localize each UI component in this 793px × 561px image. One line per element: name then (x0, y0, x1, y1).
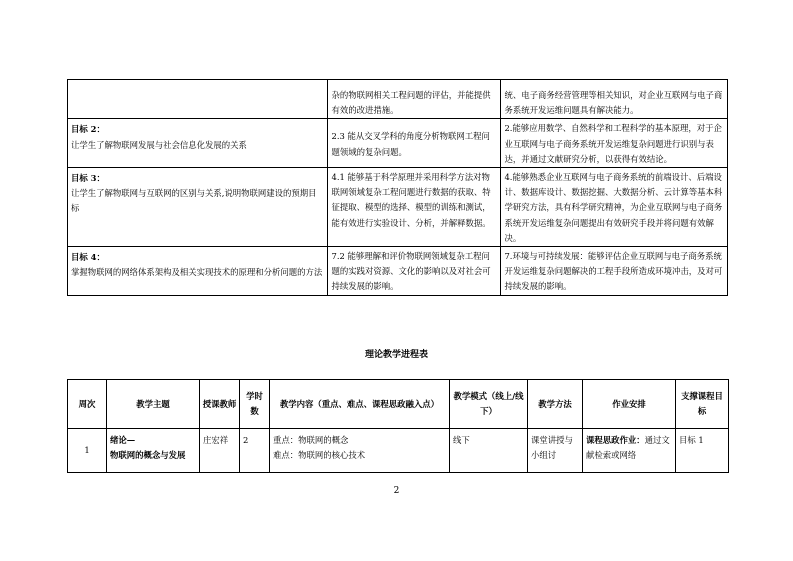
col-content: 教学内容（重点、难点、课程思政融入点） (270, 380, 450, 429)
goal-text: 让学生了解物联网与互联网的区别与关系,说明物联网建设的预期目标 (71, 188, 317, 214)
col-mode: 教学模式（线上/线下） (450, 380, 528, 429)
table-header-row (68, 380, 729, 429)
table-row (68, 247, 728, 296)
col-hours: 学时数 (240, 380, 270, 429)
goal-cell (68, 247, 328, 296)
content-line-2: 难点：物联网的核心技术 (273, 450, 366, 460)
goal-label: 目标 2： (71, 124, 105, 135)
requirement-cell: 2.能够应用数学、自然科学和工程科学的基本原理，对于企业互联网与电子商务系统开发运维复杂问题进行识别与表达，并通过文献研究分析，以获得有效结论。 (501, 119, 728, 168)
requirement-cell: 7.环境与可持续发展：能够评估企业互联网与电子商务系统开发运维复杂问题解决的工程手段所造成环境冲击，及对可持续发展的影响。 (501, 247, 728, 296)
goal-cell (68, 119, 328, 168)
col-topic: 教学主题 (107, 380, 200, 429)
goal-label: 目标 3： (71, 173, 105, 184)
content-line-1: 重点：物联网的概念 (273, 435, 349, 445)
homework-cell (583, 429, 676, 473)
col-teacher: 授课教师 (200, 380, 240, 429)
goal-label: 目标 4： (71, 252, 105, 263)
week-value: 1 (84, 445, 90, 455)
goal-text: 让学生了解物联网发展与社会信息化发展的关系 (71, 139, 247, 150)
table-row (68, 80, 728, 119)
indicator-cell: 7.2 能够理解和评价物联网领域复杂工程问题的实践对资源、文化的影响以及对社会可持续发展的影响。 (328, 247, 501, 296)
topic-line-1: 绪论— (110, 435, 136, 445)
col-week: 周次 (68, 380, 107, 429)
content-cell (270, 429, 450, 473)
homework-label: 课程思政作业： (586, 435, 645, 445)
topic-line-2: 物联网的概念与发展 (110, 450, 186, 460)
mode-cell: 线下 (450, 429, 528, 473)
goal-support-cell: 目标 1 (676, 429, 729, 473)
requirement-cell: 统、电子商务经营管理等相关知识，对企业互联网与电子商务系统开发运维问题具有解决能力。 (501, 80, 728, 119)
col-homework: 作业安排 (583, 380, 676, 429)
col-goal: 支撑课程目标 (676, 380, 729, 429)
schedule-table (67, 379, 729, 473)
indicator-cell: 2.3 能从交叉学科的角度分析物联网工程问题领域的复杂问题。 (328, 119, 501, 168)
indicator-cell: 杂的物联网相关工程问题的评估，并能提供有效的改进措施。 (328, 80, 501, 119)
table-row (68, 119, 728, 168)
teacher-cell: 庄宏祥 (200, 429, 240, 473)
goal-cell (68, 80, 328, 119)
week-cell (68, 429, 107, 473)
hours-cell: 2 (240, 429, 270, 473)
table-row (68, 429, 729, 473)
homework-text: 通过文献检索或网络 (586, 435, 670, 460)
page-number: 2 (393, 486, 400, 496)
schedule-title: 理论教学进程表 (364, 350, 428, 360)
requirement-cell: 4.能够熟悉企业互联网与电子商务系统的前端设计、后端设计、数据库设计、数据挖掘、大数据分析、云计算等基本科学研究方法，具有科学研究精神，为企业互联网与电子商务系统开发运维复杂问题提出有效研究手段并将问题有效解决。 (501, 168, 728, 247)
goal-cell (68, 168, 328, 247)
indicator-cell: 4.1 能够基于科学原理并采用科学方法对物联网领域复杂工程问题进行数据的获取、特征提取、模型的选择、模型的训练和测试，能有效进行实验设计、分析，并解释数据。 (328, 168, 501, 247)
topic-cell (107, 429, 200, 473)
goal-text: 掌握物联网的网络体系架构及相关实现技术的原理和分析问题的方法 (71, 267, 323, 278)
method-cell: 课堂讲授与小组讨 (528, 429, 583, 473)
goals-table (67, 79, 728, 296)
table-row (68, 168, 728, 247)
col-method: 教学方法 (528, 380, 583, 429)
